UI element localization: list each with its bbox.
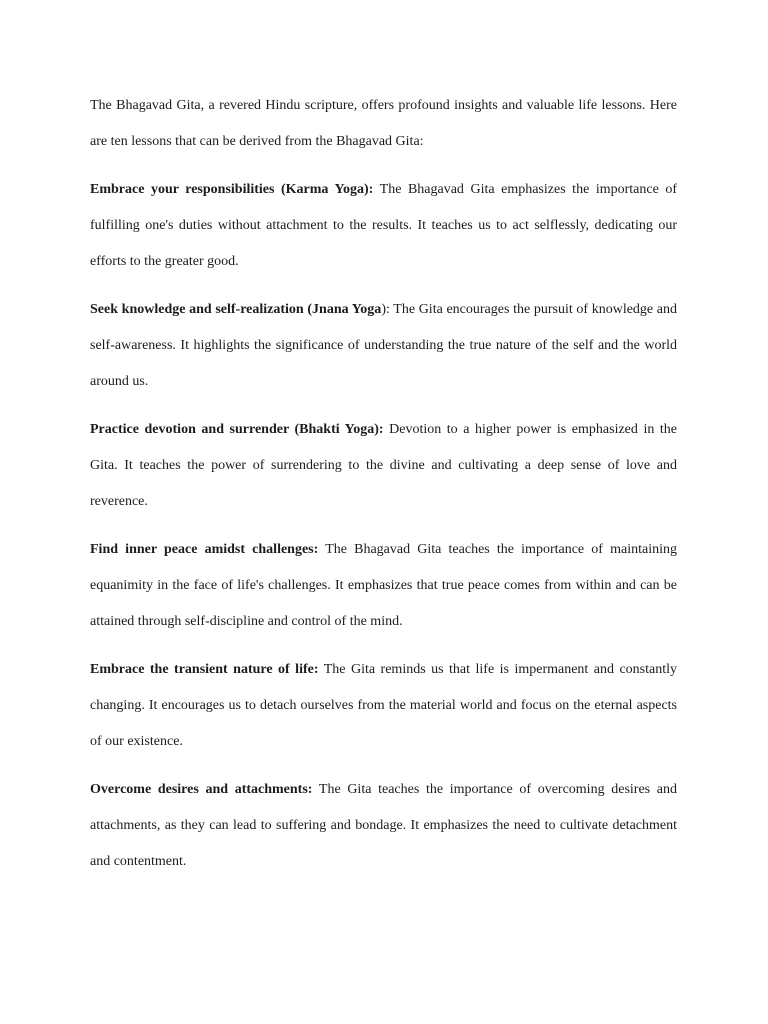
lesson-body: The Bhagavad Gita emphasizes the importance of fulfilling one's duties without attachment to the results. It teaches us to act selflessly, dedicating our efforts to the greater good.	[90, 182, 678, 269]
lesson-body: The Gita reminds us that life is impermanent and constantly changing. It encourages us to detach ourselves from the material world and focus on the eternal aspects of our existence.	[90, 662, 678, 749]
intro-paragraph: The Bhagavad Gita, a revered Hindu scripture, offers profound insights and valuable life lessons. Here are ten lessons that can be derived from the Bhagavad Gita:	[90, 98, 677, 149]
lesson-title: Seek knowledge and self-realization (Jnana Yoga	[90, 302, 382, 317]
lesson-body: ): The Gita encourages the pursuit of knowledge and self-awareness. It highlights the significance of understanding the true nature of the self and the world around us.	[90, 302, 678, 389]
lesson-karma-yoga	[90, 172, 677, 280]
lesson-title: Overcome desires and attachments:	[90, 782, 313, 797]
lesson-transient-life	[90, 652, 677, 760]
lesson-body: Devotion to a higher power is emphasized in the Gita. It teaches the power of surrendering to the divine and cultivating a deep sense of love and reverence.	[90, 422, 678, 509]
lesson-title: Practice devotion and surrender (Bhakti Yoga):	[90, 422, 384, 437]
lesson-jnana-yoga	[90, 292, 677, 400]
lesson-body: The Bhagavad Gita teaches the importance of maintaining equanimity in the face of life's challenges. It emphasizes that true peace comes from within and can be attained through self-discipline and control of the mind.	[90, 542, 677, 629]
lesson-title: Embrace the transient nature of life:	[90, 662, 319, 677]
lesson-desires-attachments	[90, 772, 677, 880]
lesson-inner-peace	[90, 532, 677, 640]
lesson-title: Embrace your responsibilities (Karma Yoga):	[90, 182, 374, 197]
lesson-title: Find inner peace amidst challenges:	[90, 542, 319, 557]
lesson-bhakti-yoga	[90, 412, 677, 520]
lesson-body: The Gita teaches the importance of overcoming desires and attachments, as they can lead to suffering and bondage. It emphasizes the need to cultivate detachment and contentment.	[90, 782, 678, 869]
